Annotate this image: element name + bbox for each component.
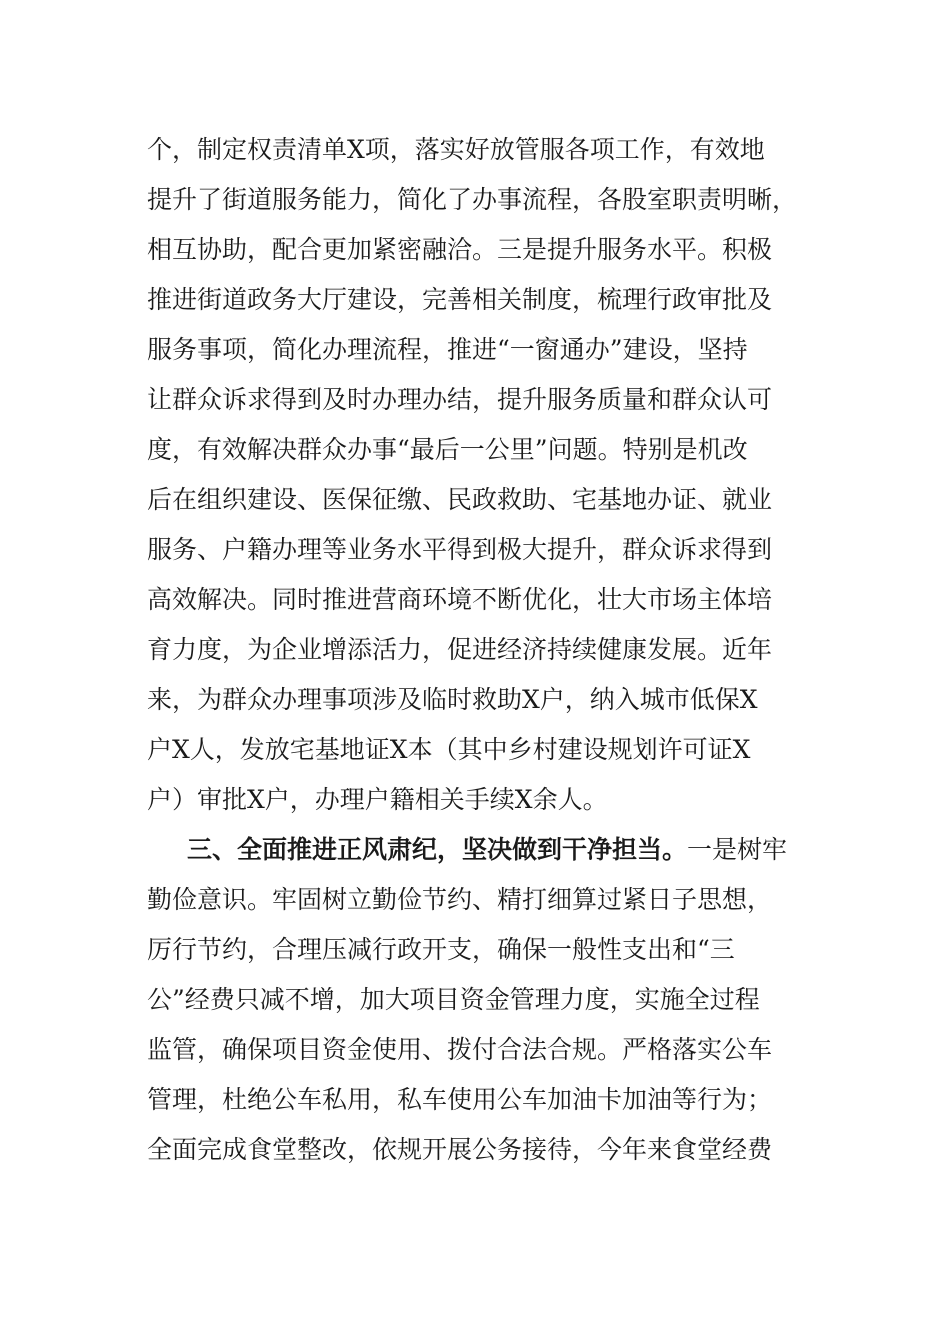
text-line: 后在组织建设、医保征缴、民政救助、宅基地办证、就业: [147, 485, 773, 514]
text-line: 厉行节约，合理压减行政开支，确保一般性支出和“三: [147, 935, 735, 964]
text-line: 服务、户籍办理等业务水平得到极大提升，群众诉求得到: [147, 535, 773, 564]
text-line: 监管，确保项目资金使用、拨付合法合规。严格落实公车: [147, 1035, 773, 1064]
text-line: 全面完成食堂整改，依规开展公务接待，今年来食堂经费: [147, 1135, 773, 1164]
text-line: 公”经费只减不增，加大项目资金管理力度，实施全过程: [147, 985, 760, 1014]
text-line: 度，有效解决群众办事“最后一公里”问题。特别是机改: [147, 435, 748, 464]
text-line: 高效解决。同时推进营商环境不断优化，壮大市场主体培: [147, 585, 773, 614]
text-line: 户）审批X户，办理户籍相关手续X余人。: [147, 785, 608, 814]
text-line: 勤俭意识。牢固树立勤俭节约、精打细算过紧日子思想，: [147, 885, 773, 914]
text-line: 服务事项，简化办理流程，推进“一窗通办”建设，坚持: [147, 335, 748, 364]
text-line: 管理，杜绝公车私用，私车使用公车加油卡加油等行为；: [147, 1085, 773, 1114]
section-heading-line: [147, 825, 799, 875]
document-body: [147, 125, 799, 1175]
text-line: 户X人，发放宅基地证X本（其中乡村建设规划许可证X: [147, 735, 751, 764]
text-line: 来，为群众办理事项涉及临时救助X户，纳入城市低保X: [147, 685, 758, 714]
text-line: 相互协助，配合更加紧密融洽。三是提升服务水平。积极: [147, 235, 773, 264]
text-line: 育力度，为企业增添活力，促进经济持续健康发展。近年: [147, 635, 773, 664]
text-line: 个，制定权责清单X项，落实好放管服各项工作，有效地: [147, 135, 765, 164]
text-line: 推进街道政务大厅建设，完善相关制度，梳理行政审批及: [147, 285, 773, 314]
text-line: 让群众诉求得到及时办理办结，提升服务质量和群众认可: [147, 385, 773, 414]
section-heading: 三、全面推进正风肃纪，坚决做到干净担当。: [187, 835, 688, 864]
section-heading-continuation: 一是树牢: [687, 835, 788, 864]
text-line: 提升了街道服务能力，简化了办事流程，各股室职责明晰，: [147, 185, 798, 214]
